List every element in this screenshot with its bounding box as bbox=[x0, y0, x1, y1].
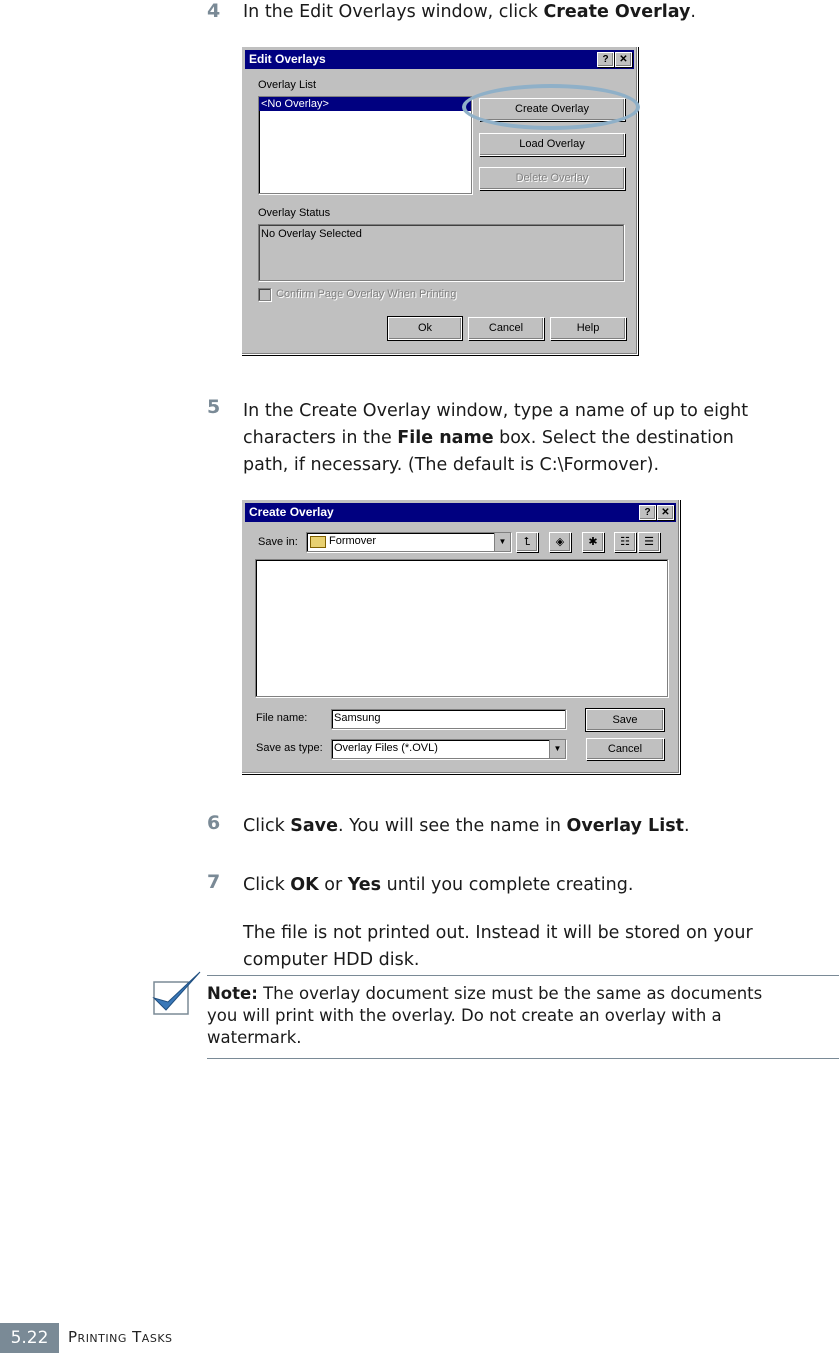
step-4-post: . bbox=[690, 2, 696, 22]
step-number-4: 4 bbox=[207, 0, 221, 22]
step-5-line2a: characters in the bbox=[243, 428, 398, 448]
help-icon[interactable]: ? bbox=[597, 52, 614, 67]
step-number-6: 6 bbox=[207, 812, 221, 834]
overlay-list-item[interactable]: <No Overlay> bbox=[259, 97, 471, 111]
section-name bbox=[68, 1328, 173, 1346]
step-7-text bbox=[243, 872, 633, 899]
step-6-text bbox=[243, 813, 690, 840]
overlay-list-label: Overlay List bbox=[258, 79, 317, 91]
step-number-5: 5 bbox=[207, 396, 221, 418]
note-line2: you will print with the overlay. Do not create an overlay with a bbox=[207, 1006, 722, 1025]
note-line1-text: The overlay document size must be the same as documents bbox=[257, 984, 763, 1003]
overlay-status-text: No Overlay Selected bbox=[261, 228, 362, 240]
help-icon[interactable]: ? bbox=[639, 505, 656, 520]
step-number-7: 7 bbox=[207, 871, 221, 893]
list-view-icon[interactable]: ☷ bbox=[614, 532, 636, 552]
highlight-ring bbox=[462, 84, 640, 130]
create-overlay-titlebar bbox=[245, 503, 676, 522]
file-browser-area[interactable] bbox=[255, 559, 668, 697]
file-name-input[interactable] bbox=[331, 709, 566, 729]
save-in-dropdown[interactable] bbox=[306, 532, 511, 552]
note-bottom-rule bbox=[207, 1058, 839, 1059]
step-5-line3: path, if necessary. (The default is C:\Formover). bbox=[243, 455, 660, 475]
step-5-line2 bbox=[243, 425, 748, 452]
note-top-rule bbox=[207, 975, 839, 976]
load-overlay-button[interactable]: Load Overlay bbox=[479, 133, 625, 156]
step-5-line1: In the Create Overlay window, type a name of up to eight bbox=[243, 401, 749, 421]
save-in-value: Formover bbox=[329, 535, 377, 547]
confirm-checkbox[interactable] bbox=[258, 288, 271, 301]
step-6-post: . bbox=[683, 816, 690, 836]
step-7-explanation bbox=[243, 920, 753, 974]
help-button[interactable]: Help bbox=[550, 317, 626, 340]
edit-overlays-titlebar bbox=[245, 50, 634, 69]
cancel-button[interactable]: Cancel bbox=[468, 317, 544, 340]
step-4-pre: In the Edit Overlays window, click bbox=[243, 2, 544, 22]
create-overlay-dialog bbox=[241, 499, 680, 774]
up-folder-icon[interactable]: ⮤ bbox=[516, 532, 538, 552]
step-7-pre: Click bbox=[243, 875, 291, 895]
explanation-line2: computer HDD disk. bbox=[243, 950, 420, 970]
desktop-icon[interactable]: ◈ bbox=[549, 532, 571, 552]
step-5-line2c: box. Select the destination bbox=[493, 428, 734, 448]
close-icon[interactable]: ✕ bbox=[657, 505, 674, 520]
overlay-list[interactable] bbox=[258, 96, 472, 194]
save-in-label: Save in: bbox=[258, 536, 298, 548]
file-name-label: File name: bbox=[256, 712, 308, 724]
create-overlay-title: Create Overlay bbox=[249, 505, 334, 519]
close-icon[interactable]: ✕ bbox=[615, 52, 632, 67]
edit-overlays-title: Edit Overlays bbox=[249, 52, 326, 66]
edit-overlays-dialog bbox=[241, 46, 638, 355]
note-line3: watermark. bbox=[207, 1028, 302, 1047]
step-6-bold: Save bbox=[290, 816, 338, 836]
step-4-bold: Create Overlay bbox=[543, 2, 691, 22]
step-6-bold2: Overlay List bbox=[566, 816, 684, 836]
step-7-post: until you complete creating. bbox=[381, 875, 634, 895]
folder-icon bbox=[310, 536, 326, 548]
new-folder-icon[interactable]: ✱ bbox=[582, 532, 604, 552]
note-text bbox=[207, 983, 837, 1049]
step-6-pre: Click bbox=[243, 816, 291, 836]
step-5-text bbox=[243, 398, 748, 479]
step-7-mid: or bbox=[318, 875, 348, 895]
delete-overlay-button[interactable]: Delete Overlay bbox=[479, 167, 625, 190]
step-7-bold: OK bbox=[290, 875, 319, 895]
file-name-value: Samsung bbox=[334, 712, 381, 724]
section-name-text: Printing Tasks bbox=[68, 1328, 173, 1346]
step-4-text bbox=[243, 0, 696, 26]
step-7-bold2: Yes bbox=[347, 875, 382, 895]
step-5-line2b: File name bbox=[397, 428, 494, 448]
save-button[interactable]: Save bbox=[586, 709, 664, 731]
ok-button[interactable]: Ok bbox=[388, 317, 462, 340]
note-line1 bbox=[207, 983, 837, 1005]
save-as-type-label: Save as type: bbox=[256, 742, 323, 754]
cancel-button[interactable]: Cancel bbox=[586, 738, 664, 760]
checkmark-icon bbox=[148, 970, 204, 1016]
overlay-status-label: Overlay Status bbox=[258, 207, 331, 219]
chevron-down-icon[interactable]: ▼ bbox=[549, 740, 565, 758]
note-label: Note: bbox=[207, 984, 258, 1003]
create-overlay-button[interactable]: Create Overlay bbox=[479, 98, 625, 121]
details-view-icon[interactable]: ☰ bbox=[638, 532, 660, 552]
chevron-down-icon[interactable]: ▼ bbox=[494, 533, 510, 551]
overlay-status-box bbox=[258, 224, 624, 281]
confirm-checkbox-label: Confirm Page Overlay When Printing bbox=[276, 288, 457, 300]
save-as-type-value: Overlay Files (*.OVL) bbox=[334, 742, 438, 754]
page-number: 5.22 bbox=[0, 1323, 59, 1353]
step-6-mid: . You will see the name in bbox=[337, 816, 567, 836]
explanation-line1: The file is not printed out. Instead it will be stored on your bbox=[243, 923, 753, 943]
save-as-type-dropdown[interactable] bbox=[331, 739, 566, 759]
